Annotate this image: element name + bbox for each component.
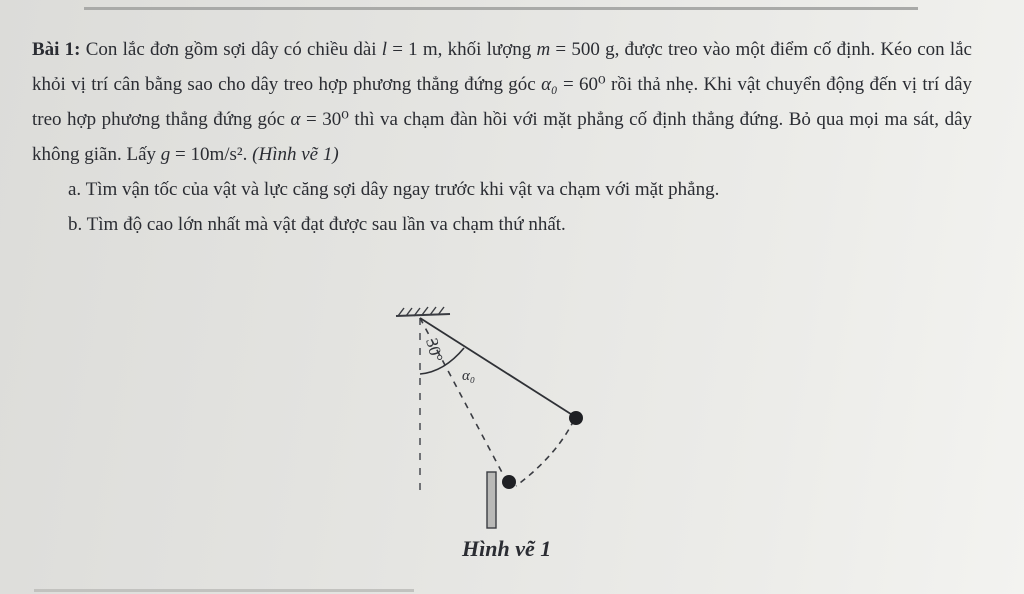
pendulum-diagram bbox=[380, 296, 640, 576]
fixed-plane bbox=[487, 472, 496, 528]
alpha-value: = 30⁰ bbox=[300, 109, 349, 130]
bob-initial bbox=[569, 411, 583, 425]
length-symbol: l bbox=[381, 39, 388, 60]
problem-label: Bài 1: bbox=[32, 39, 81, 60]
question-part-b: b. Tìm độ cao lớn nhất mà vật đạt được sau lần va chạm thứ nhất. bbox=[68, 214, 566, 235]
bob-collision bbox=[502, 475, 516, 489]
mass-value: = 500 g, được treo vào một điểm cố định. Kéo con lắc khỏi vị trí cân bằng sao cho dây treo hợp phương thẳng đứng góc bbox=[32, 39, 972, 95]
top-rule bbox=[84, 7, 918, 10]
question-part-a: a. Tìm vận tốc của vật và lực căng sợi dây ngay trước khi vật va chạm với mặt phẳng. bbox=[68, 179, 720, 200]
g-value: = 10m/s². bbox=[170, 144, 248, 165]
figure-caption: Hình vẽ 1 bbox=[462, 536, 552, 561]
problem-text-1: Con lắc đơn gồm sợi dây có chiều dài bbox=[80, 39, 382, 60]
pendulum-figure bbox=[380, 296, 640, 576]
next-problem-edge bbox=[34, 589, 414, 592]
length-value: = 1 m, khối lượng bbox=[387, 39, 537, 60]
alpha0-label: α₀ bbox=[462, 368, 476, 384]
alpha-symbol: α bbox=[290, 109, 301, 130]
problem-block bbox=[32, 32, 972, 242]
problem-statement bbox=[32, 32, 972, 172]
g-symbol: g bbox=[160, 144, 171, 165]
problem-text-3: thì va chạm đàn hồi với mặt phẳng cố định thẳng đứng. Bỏ qua mọi ma sát, dây không giãn. Lấy bbox=[32, 109, 973, 165]
trajectory-arc bbox=[516, 420, 574, 486]
vertical-angle-label: 30° bbox=[422, 336, 447, 365]
figure-reference: (Hình vẽ 1) bbox=[247, 144, 339, 165]
ceiling-support bbox=[396, 307, 450, 316]
alpha0-symbol: α₀ bbox=[541, 74, 558, 95]
alpha0-value: = 60⁰ bbox=[557, 74, 606, 95]
question-parts bbox=[32, 172, 972, 242]
mass-symbol: m bbox=[536, 39, 551, 60]
problem-text-2: rồi thả nhẹ. Khi vật chuyển động đến vị trí dây treo hợp phương thẳng đứng góc bbox=[32, 74, 973, 130]
